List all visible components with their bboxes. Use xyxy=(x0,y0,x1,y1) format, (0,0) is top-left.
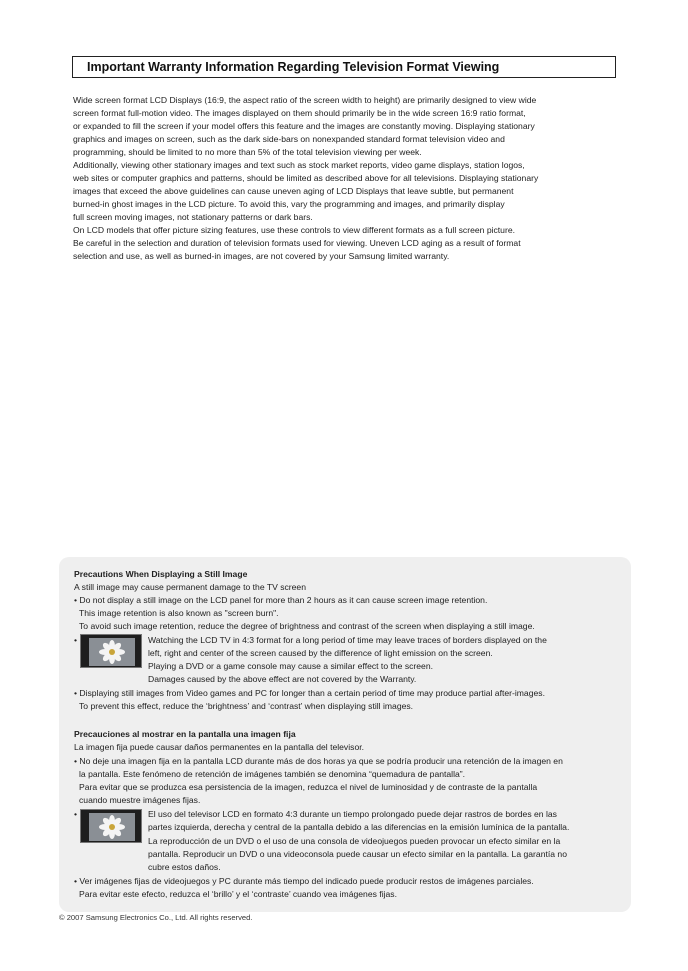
warranty-line: burned-in ghost images in the LCD picture. To avoid this, vary the programming and images, and primarily display xyxy=(73,199,505,209)
flower-image-icon xyxy=(81,810,142,843)
precaution-bullet: • Ver imágenes fijas de videojuegos y PC durante más tiempo del indicado puede producir restos de imágenes parciales. xyxy=(74,876,534,886)
precaution-bullet-cont: This image retention is also known as "screen burn". xyxy=(79,608,279,618)
precaution-bullet-cont: la pantalla. Este fenómeno de retención de imágenes también se denomina “quemadura de pantalla”. xyxy=(79,769,466,779)
precaution-bullet-cont: Para evitar que se produzca esa persistencia de la imagen, reduzca el nivel de luminosidad y de contraste de la pantalla xyxy=(79,782,538,792)
precautions-heading: Precautions When Displaying a Still Image xyxy=(74,569,248,579)
precaution-text: pantalla. Reproducir un DVD o una videoconsola puede causar un efecto similar en la pantalla. La garantía no xyxy=(148,849,567,859)
precaution-text: partes izquierda, derecha y central de la pantalla debido a las diferencias en la emisión lumínica de la pantalla. xyxy=(148,822,570,832)
warranty-line: screen format full-motion video. The images displayed on them should primarily be in the wide screen 16:9 ratio format, xyxy=(73,108,526,118)
precaution-bullet-marker: • xyxy=(74,809,78,819)
precaution-bullet: • No deje una imagen fija en la pantalla LCD durante más de dos horas ya que se podría producir una retención de la imagen en xyxy=(74,756,563,766)
warranty-title-box xyxy=(72,56,616,78)
copyright-footer: © 2007 Samsung Electronics Co., Ltd. All rights reserved. xyxy=(59,913,253,922)
warranty-line: selection and use, as well as burned-in images, are not covered by your Samsung limited warranty. xyxy=(73,251,450,261)
precaution-bullet: • Do not display a still image on the LCD panel for more than 2 hours as it can cause screen image retention. xyxy=(74,595,488,605)
warranty-line: images that exceed the above guidelines can cause uneven aging of LCD Displays that leave subtle, but permanent xyxy=(73,186,514,196)
flower-image-icon xyxy=(81,635,142,668)
precautions-intro: La imagen fija puede causar daños permanentes en la pantalla del televisor. xyxy=(74,742,364,752)
precaution-text: Damages caused by the above effect are not covered by the Warranty. xyxy=(148,674,417,684)
precaution-text: El uso del televisor LCD en formato 4:3 durante un tiempo prolongado puede dejar rastros de bordes en las xyxy=(148,809,557,819)
warranty-line: Additionally, viewing other stationary images and text such as stock market reports, video game displays, station logos, xyxy=(73,160,525,170)
precaution-bullet-cont: To avoid such image retention, reduce the degree of brightness and contrast of the screen when displaying a still image. xyxy=(79,621,535,631)
precautions-heading: Precauciones al mostrar en la pantalla una imagen fija xyxy=(74,729,296,739)
precautions-intro: A still image may cause permanent damage to the TV screen xyxy=(74,582,306,592)
tv-still-image-thumbnail xyxy=(80,634,142,668)
warranty-line: Wide screen format LCD Displays (16:9, the aspect ratio of the screen width to height) are primarily designed to view wide xyxy=(73,95,537,105)
precaution-text: cubre estos daños. xyxy=(148,862,221,872)
warranty-line: full screen moving images, not stationary patterns or dark bars. xyxy=(73,212,313,222)
precaution-text: Playing a DVD or a game console may cause a similar effect to the screen. xyxy=(148,661,434,671)
precaution-bullet: • Displaying still images from Video games and PC for longer than a certain period of time may produce partial after-images. xyxy=(74,688,545,698)
precaution-bullet-marker: • xyxy=(74,635,78,645)
warranty-line: or expanded to fill the screen if your model offers this feature and the images are constantly moving. Displaying stationary xyxy=(73,121,535,131)
warranty-line: graphics and images on screen, such as the dark side-bars on nonexpanded standard format television video and xyxy=(73,134,505,144)
precaution-bullet-cont: cuando muestre imágenes fijas. xyxy=(79,795,201,805)
warranty-line: programming, should be limited to no more than 5% of the total television viewing per week. xyxy=(73,147,422,157)
precaution-bullet-cont: To prevent this effect, reduce the ‘brightness’ and ‘contrast’ when displaying still images. xyxy=(79,701,414,711)
tv-still-image-thumbnail xyxy=(80,809,142,843)
precaution-text: La reproducción de un DVD o el uso de una consola de videojuegos pueden provocar un efecto similar en la xyxy=(148,836,561,846)
warranty-line: Be careful in the selection and duration of television formats used for viewing. Uneven LCD aging as a result of format xyxy=(73,238,521,248)
warranty-line: On LCD models that offer picture sizing features, use these controls to view different formats as a full screen picture. xyxy=(73,225,515,235)
precaution-bullet-cont: Para evitar este efecto, reduzca el ‘brillo’ y el ‘contraste’ cuando vea imágenes fijas. xyxy=(79,889,397,899)
warranty-line: web sites or computer graphics and patterns, should be limited as described above for all televisions. Displaying stationary xyxy=(73,173,539,183)
page-title: Important Warranty Information Regarding Television Format Viewing xyxy=(87,60,500,74)
precaution-text: Watching the LCD TV in 4:3 format for a long period of time may leave traces of borders displayed on the xyxy=(148,635,547,645)
precaution-text: left, right and center of the screen caused by the difference of light emission on the screen. xyxy=(148,648,493,658)
